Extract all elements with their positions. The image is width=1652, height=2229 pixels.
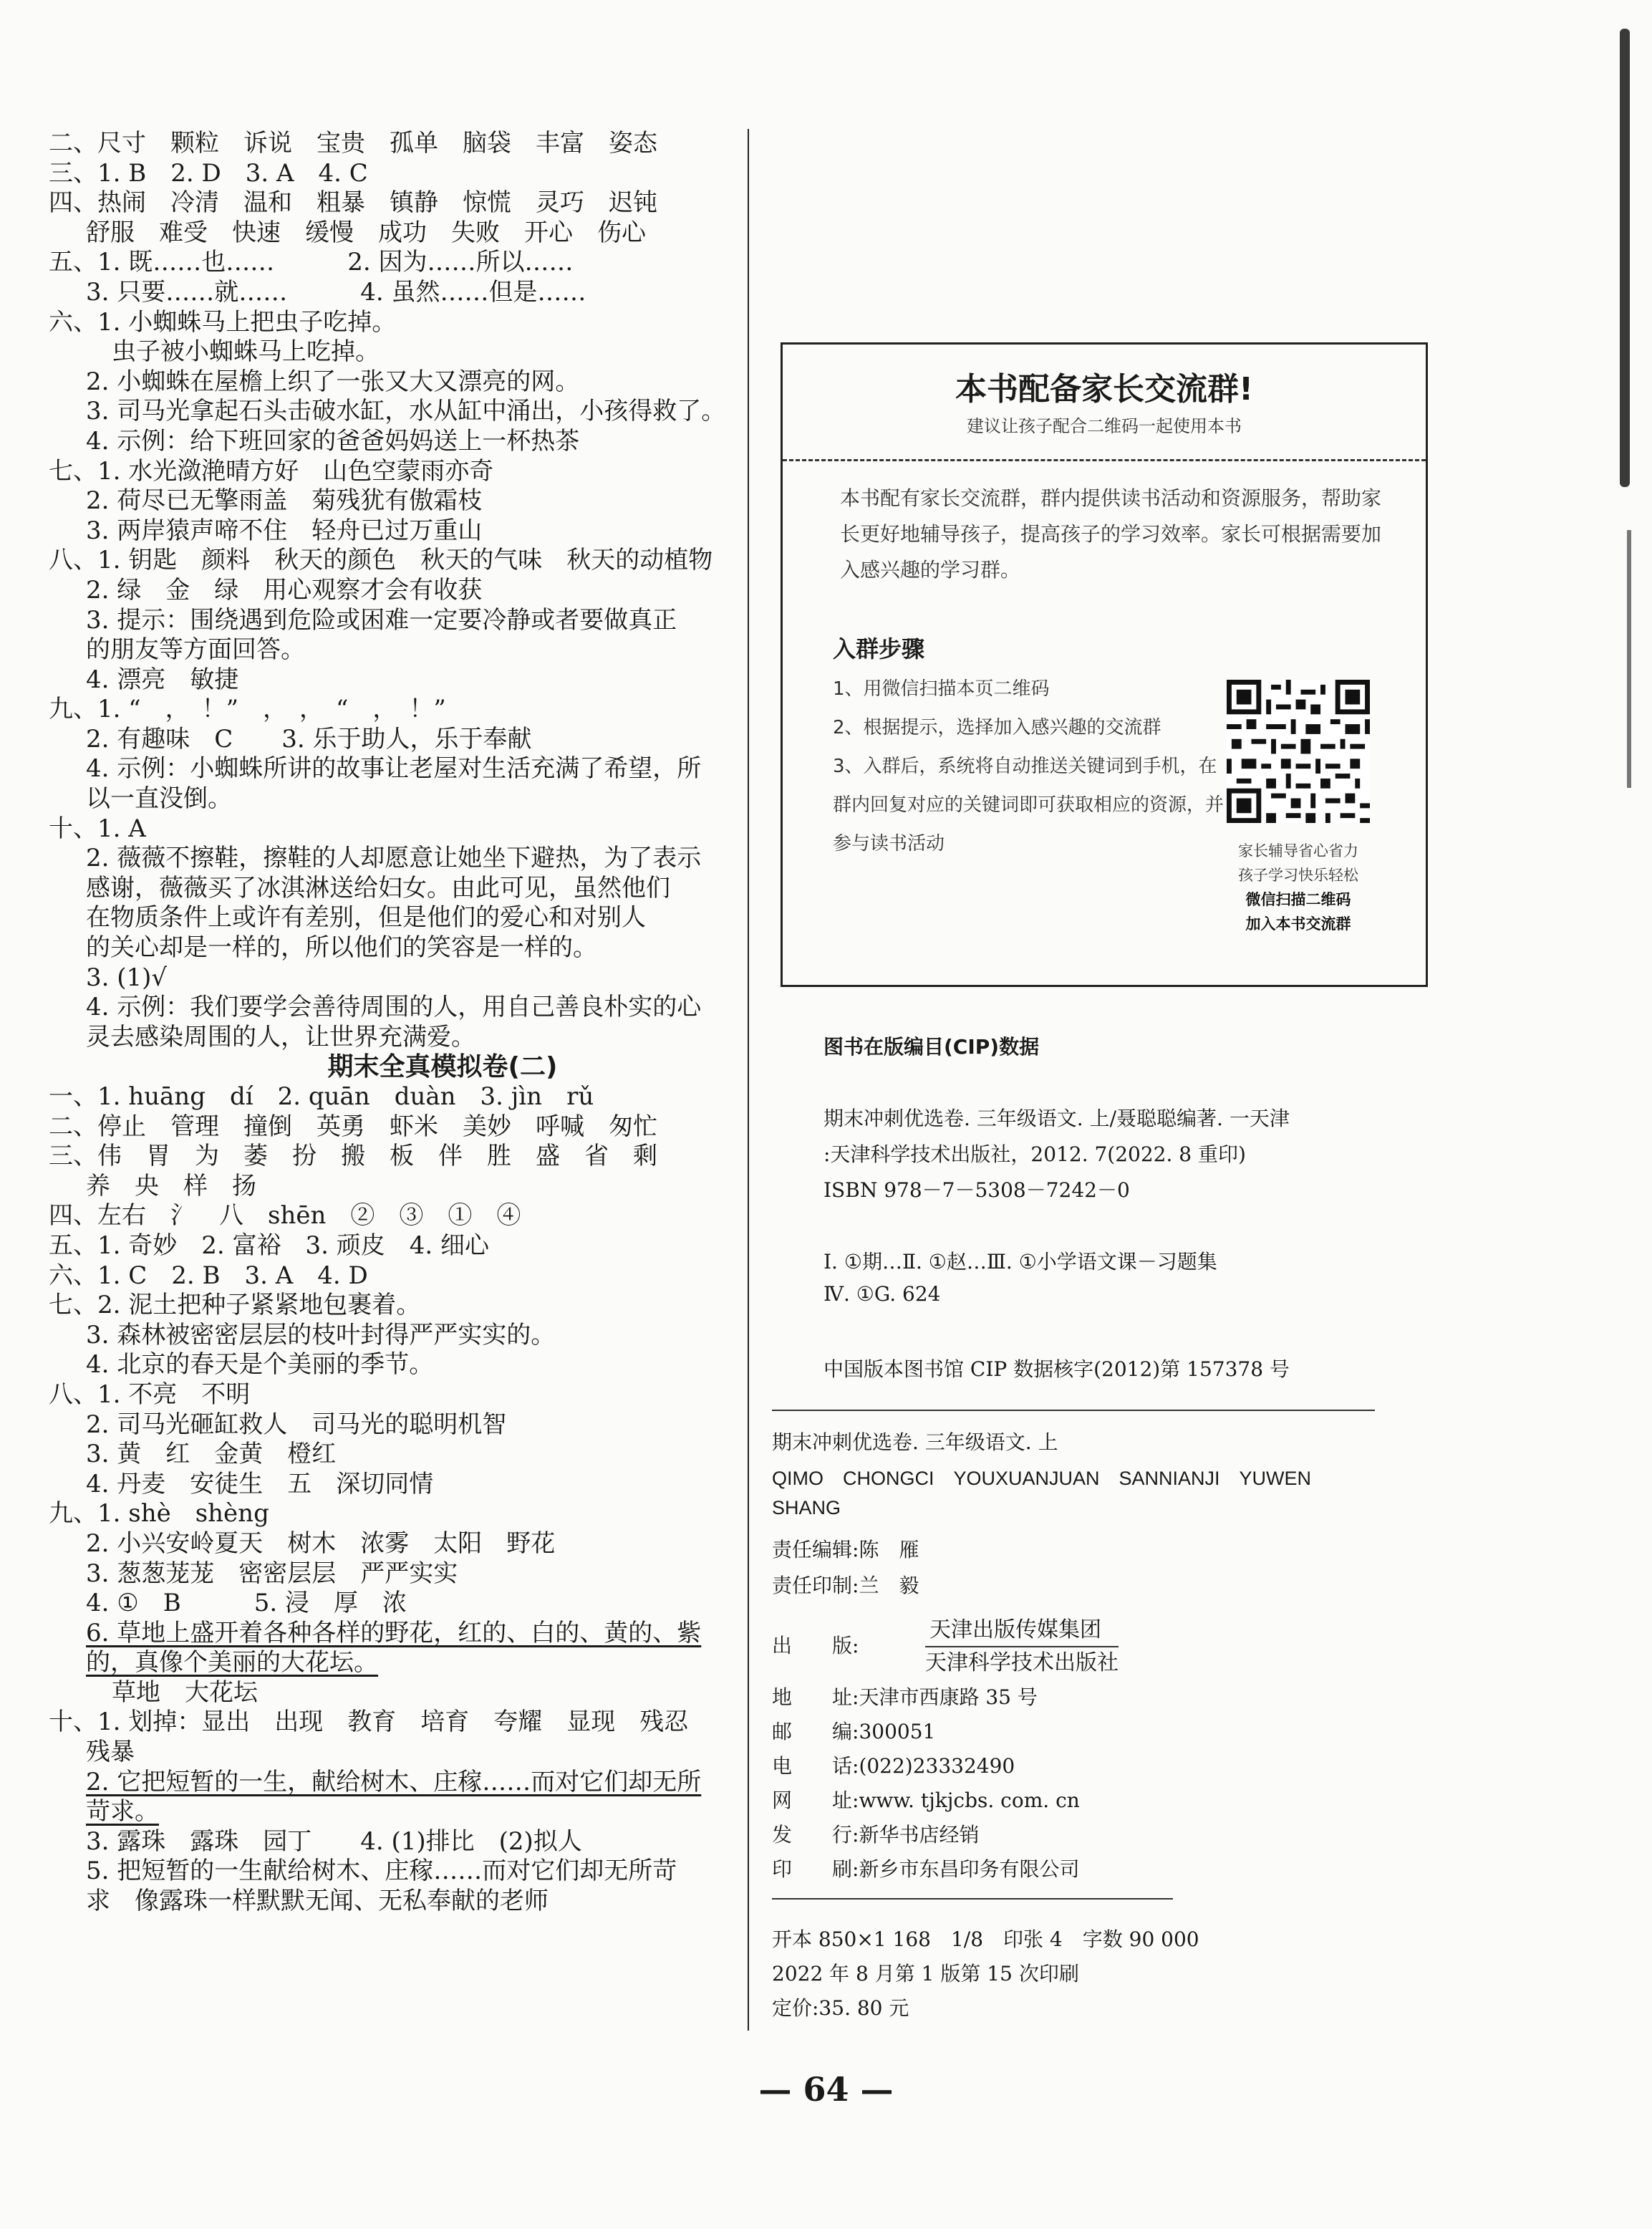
answer-line: 五、1. 既……也…… 2. 因为……所以…… [49, 248, 574, 277]
cip-title: 图书在版编目(CIP)数据 [823, 1035, 1040, 1059]
cip-line: 中国版本图书馆 CIP 数据核字(2012)第 157378 号 [823, 1357, 1290, 1381]
scan-edge-mark [1620, 29, 1630, 487]
answer-line: 三、伟 胃 为 萎 扮 搬 板 伴 胜 盛 省 剩 [49, 1142, 657, 1171]
answer-line: 3. 两岸猿声啼不住 轻舟已过万重山 [86, 516, 483, 545]
answer-line: 以一直没倒。 [86, 784, 232, 814]
answer-line: 三、1. B 2. D 3. A 4. C [49, 158, 368, 188]
steps-title: 入群步骤 [833, 635, 925, 663]
answer-line: 一、1. huāng dí 2. quān duàn 3. jìn rǔ [49, 1082, 594, 1111]
answer-line: 舒服 难受 快速 缓慢 成功 失败 开心 伤心 [86, 218, 646, 247]
publisher-line: 天津科学技术出版社 [925, 1650, 1119, 1675]
answer-line: 四、左右 氵 八 shēn ② ③ ① ④ [49, 1201, 521, 1231]
promo-body: 本书配有家长交流群，群内提供读书活动和资源服务，帮助家长更好地辅导孩子，提高孩子的学习效率。家长可根据需要加入感兴趣的学习群。 [840, 486, 1382, 582]
dashed-divider [783, 459, 1426, 461]
qr-caption [1212, 839, 1384, 936]
qr-code-icon[interactable] [1227, 680, 1370, 823]
price-row: 定价:35. 80 元 [772, 1996, 909, 2020]
publisher-label: 出 版: [772, 1634, 859, 1657]
answer-line: 5. 把短暂的一生献给树木、庄稼……而对它们却无所苛 [86, 1857, 677, 1886]
answer-line: 的关心却是一样的，所以他们的笑容是一样的。 [86, 933, 597, 963]
cip-line: 期末冲刺优选卷. 三年级语文. 上/聂聪聪编著. 一天津 [823, 1107, 1290, 1130]
answer-line: 3. 只要……就…… 4. 虽然……但是…… [86, 277, 586, 307]
answer-line: 3. 黄 红 金黄 橙红 [86, 1440, 337, 1469]
promo-title: 本书配备家长交流群! [955, 371, 1254, 408]
answer-line: 灵去感染周围的人，让世界充满爱。 [86, 1022, 475, 1051]
answer-line: 养 央 样 扬 [86, 1171, 256, 1200]
answer-line: 4. ① B 5. 浸 厚 浓 [86, 1589, 407, 1618]
label: 网 址: [772, 1789, 859, 1812]
column-divider [748, 129, 749, 2031]
answer-line: 4. 丹麦 安徒生 五 深切同情 [86, 1469, 434, 1498]
answer-line: 虫子被小蜘蛛马上吃掉。 [112, 337, 380, 367]
phone-row [772, 1751, 1015, 1779]
value: 300051 [859, 1720, 936, 1743]
book-title: 期末冲刺优选卷. 三年级语文. 上 [772, 1430, 1058, 1454]
label: 印 刷: [772, 1857, 859, 1881]
answer-line: 求 像露珠一样默默无闻、无私奉献的老师 [86, 1887, 549, 1916]
answer-line: 五、1. 奇妙 2. 富裕 3. 顽皮 4. 细心 [49, 1231, 489, 1260]
label: 责任印制: [772, 1574, 859, 1597]
divider [772, 1410, 1375, 1411]
answer-line: 二、尺寸 颗粒 诉说 宝贵 孤单 脑袋 丰富 姿态 [49, 129, 657, 158]
answer-line: 草地 大花坛 [112, 1677, 258, 1707]
distribution-row [772, 1819, 979, 1848]
qr-caption-line: 孩子学习快乐轻松 [1238, 867, 1358, 884]
value: 陈 雁 [859, 1538, 919, 1561]
answer-column [49, 129, 736, 1917]
answer-line: 2. 小蜘蛛在屋檐上织了一张又大又漂亮的网。 [86, 367, 580, 396]
qr-caption-line: 微信扫描二维码 [1245, 891, 1351, 908]
section-heading: 期末全真模拟卷(二) [327, 1052, 558, 1082]
answer-line: 六、1. C 2. B 3. A 4. D [49, 1261, 368, 1290]
value: 新乡市东昌印务有限公司 [859, 1857, 1080, 1881]
label: 发 行: [772, 1823, 859, 1847]
cip-line: Ⅰ. ①期…Ⅱ. ①赵…Ⅲ. ①小学语文课－习题集 [823, 1250, 1217, 1274]
editor-row [772, 1534, 919, 1563]
cip-isbn: ISBN 978－7－5308－7242－0 [823, 1178, 1130, 1202]
value[interactable]: www. tjkjcbs. com. cn [859, 1789, 1080, 1812]
answer-line: 二、停止 管理 撞倒 英勇 虾米 美妙 呼喊 匆忙 [49, 1112, 657, 1141]
answer-line: 感谢，薇薇买了冰淇淋送给妇女。由此可见，虽然他们 [86, 873, 670, 902]
answer-line: 四、热闹 冷清 温和 粗暴 镇静 惊慌 灵巧 迟钝 [49, 188, 657, 218]
print-row [772, 1570, 919, 1599]
answer-line: 六、1. 小蜘蛛马上把虫子吃掉。 [49, 307, 397, 337]
answer-line: 4. 北京的春天是个美丽的季节。 [86, 1350, 434, 1380]
answer-line: 3. 葱葱茏茏 密密层层 严严实实 [86, 1559, 458, 1588]
answer-line: 九、1. shè shèng [49, 1499, 269, 1528]
publisher-values [925, 1614, 1119, 1679]
parent-group-promo-box [781, 342, 1428, 987]
qr-caption-line: 家长辅导省心省力 [1238, 842, 1358, 860]
answer-line: 2. 它把短暂的一生，献给树木、庄稼……而对它们却无所 [86, 1767, 702, 1796]
steps-list [833, 670, 1234, 863]
answer-line: 2. 司马光砸缸救人 司马光的聪明机智 [86, 1410, 507, 1439]
label: 责任编辑: [772, 1538, 859, 1561]
step-item: 3、入群后，系统将自动推送关键词到手机，在群内回复对应的关键词即可获取相应的资源，并参与读书活动 [833, 756, 1224, 854]
answer-line: 3. (1)√ [86, 963, 168, 992]
answer-line: 的朋友等方面回答。 [86, 635, 305, 665]
answer-line: 的，真像个美丽的大花坛。 [86, 1648, 378, 1677]
web-row [772, 1785, 1080, 1814]
address-row [772, 1682, 1038, 1710]
answer-line: 2. 薇薇不擦鞋，擦鞋的人却愿意让她坐下避热，为了表示 [86, 844, 702, 873]
edition-row: 2022 年 8 月第 1 版第 15 次印刷 [772, 1962, 1079, 1985]
postcode-row [772, 1716, 935, 1745]
promo-subtitle: 建议让孩子配合二维码一起使用本书 [967, 416, 1242, 436]
answer-line: 苛求。 [86, 1797, 159, 1826]
answer-line: 4. 示例：小蜘蛛所讲的故事让老屋对生活充满了希望，所 [86, 754, 702, 784]
answer-line: 残暴 [86, 1738, 135, 1767]
answer-line: 3. 提示：围绕遇到危险或困难一定要冷静或者要做真正 [86, 605, 677, 635]
answer-line: 2. 荷尽已无擎雨盖 菊残犹有傲霜枝 [86, 486, 483, 516]
answer-line: 4. 漂亮 敏捷 [86, 665, 239, 694]
answer-line: 2. 绿 金 绿 用心观察才会有收获 [86, 575, 483, 605]
answer-line: 3. 司马光拿起石头击破水缸，水从缸中涌出，小孩得救了。 [86, 397, 726, 426]
answer-line: 七、1. 水光潋滟晴方好 山色空蒙雨亦奇 [49, 456, 494, 486]
answer-line: 十、1. A [49, 814, 146, 843]
answer-line: 6. 草地上盛开着各种各样的野花，红的、白的、黄的、紫 [86, 1618, 702, 1647]
answer-line: 2. 有趣味 C 3. 乐于助人，乐于奉献 [86, 724, 532, 754]
answer-line: 八、1. 不亮 不明 [49, 1380, 251, 1409]
answer-line: 十、1. 划掉：显出 出现 教育 培育 夸耀 显现 残忍 [49, 1708, 689, 1737]
cip-line: Ⅳ. ①G. 624 [823, 1282, 941, 1306]
step-item: 2、根据提示，选择加入感兴趣的交流群 [833, 717, 1161, 738]
answer-line: 八、1. 钥匙 颜料 秋天的颜色 秋天的气味 秋天的动植物 [49, 546, 713, 575]
answer-line: 3. 露珠 露珠 园丁 4. (1)排比 (2)拟人 [86, 1826, 582, 1856]
publisher-line: 天津出版传媒集团 [925, 1614, 1119, 1647]
label: 邮 编: [772, 1720, 859, 1743]
answer-line: 4. 示例：我们要学会善待周围的人，用自己善良朴实的心 [86, 993, 702, 1022]
value: 新华书店经销 [859, 1823, 980, 1847]
answer-line: 2. 小兴安岭夏天 树木 浓雾 太阳 野花 [86, 1528, 556, 1558]
label: 地 址: [772, 1685, 859, 1709]
divider [772, 1898, 1173, 1900]
answer-line: 在物质条件上或许有差别，但是他们的爱心和对别人 [86, 903, 646, 933]
answer-line: 4. 示例：给下班回家的爸爸妈妈送上一杯热茶 [86, 426, 580, 456]
step-item: 1、用微信扫描本页二维码 [833, 678, 1050, 700]
label: 电 话: [772, 1754, 859, 1778]
scan-edge-mark [1627, 530, 1631, 788]
printer-row [772, 1854, 1079, 1882]
value: (022)23332490 [859, 1754, 1015, 1778]
qr-caption-line: 加入本书交流群 [1245, 915, 1351, 933]
cip-line: :天津科学技术出版社，2012. 7(2022. 8 重印) [823, 1142, 1246, 1166]
answer-line: 七、2. 泥土把种子紧紧地包裹着。 [49, 1291, 421, 1320]
answer-line: 九、1. “ ， ！” ， ， “ ， ！” [49, 695, 446, 724]
answer-line: 3. 森林被密密层层的枝叶封得严严实实的。 [86, 1320, 556, 1349]
value: 天津市西康路 35 号 [859, 1685, 1038, 1709]
book-pinyin: SHANG [772, 1497, 841, 1518]
book-pinyin: QIMO CHONGCI YOUXUANJUAN SANNIANJI YUWEN [772, 1468, 1312, 1489]
page-number: — 64 — [758, 2070, 894, 2109]
spec-row: 开本 850×1 168 1/8 印张 4 字数 90 000 [772, 1927, 1199, 1951]
value: 兰 毅 [859, 1574, 919, 1597]
